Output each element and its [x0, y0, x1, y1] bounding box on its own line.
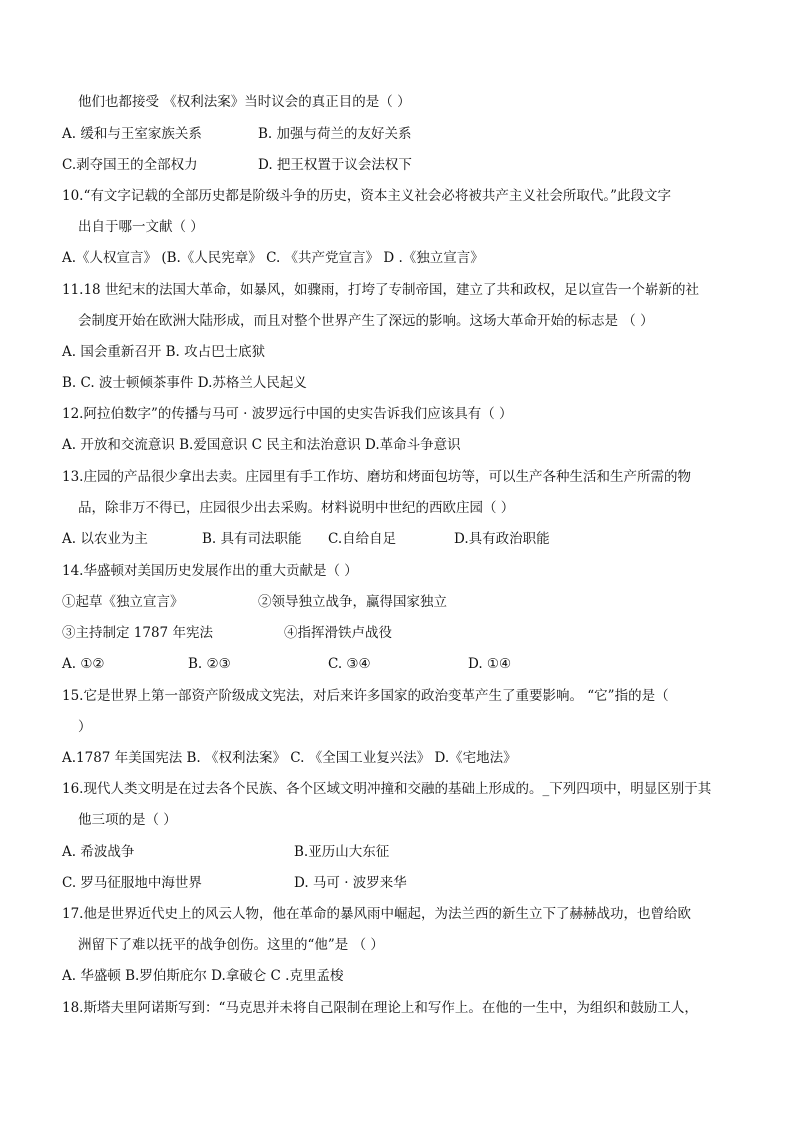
q10-options: A.《人权宣言》 (B.《人民宪章》 C. 《共产党宣言》 D .《独立宣言》 [62, 250, 484, 266]
question-12-stem: 12.阿拉伯数字”的传播与马可 · 波罗远行中国的史实告诉我们应该具有（ ） [62, 406, 513, 422]
q14-item-4: ④指挥滑铁卢战役 [284, 625, 392, 641]
question-17-stem: 17.他是世界近代史上的风云人物，他在革命的暴风雨中崛起，为法兰西的新生立下了赫赫战功，也曾给欧 [62, 906, 691, 922]
question-16-stem: 16.现代人类文明是在过去各个民族、各个区域文明冲撞和交融的基础上形成的。_下列四项中，明显区别于其 [62, 781, 712, 797]
q17-options: A. 华盛顿 B.罗伯斯庇尔 D.拿破仑 C .克里孟梭 [62, 968, 344, 984]
q11-options-cd: B. C. 波士顿倾茶事件 D.苏格兰人民起义 [62, 375, 307, 391]
q15-options: A.1787 年美国宪法 B. 《权利法案》 C. 《全国工业复兴法》 D.《宅地法》 [62, 750, 517, 766]
q14-option-c: C. ③④ [328, 656, 371, 672]
question-13-stem: 13.庄园的产品很少拿出去卖。庄园里有手工作坊、磨坊和烤面包坊等，可以生产各种生活和生产所需的物 [62, 469, 691, 485]
question-15-stem: 15.它是世界上第一部资产阶级成文宪法，对后来许多国家的政治变革产生了重要影响。 “它”指的是（ [62, 688, 669, 704]
q13-option-b: B. 具有司法职能 [202, 531, 302, 547]
question-15-stem-cont: ） [78, 719, 92, 735]
q14-item-1: ①起草《独立宣言》 [62, 594, 184, 610]
question-10-stem: 10.“有文字记载的全部历史都是阶级斗争的历史，资本主义社会必将被共产主义社会所取代。”此段文字 [62, 188, 672, 204]
question-17-stem-cont: 洲留下了难以抚平的战争创伤。这里的“他”是 （ ） [78, 937, 384, 953]
question-11-stem: 11.18 世纪末的法国大革命，如暴风，如骤雨，打垮了专制帝国，建立了共和政权，足以宣告一个崭新的社 [62, 282, 699, 298]
q9-option-b: B. 加强与荷兰的友好关系 [258, 126, 412, 142]
q14-option-b: B. ②③ [188, 656, 231, 672]
q16-option-c: C. 罗马征服地中海世界 [62, 875, 202, 891]
question-16-stem-cont: 他三项的是（ ） [78, 812, 177, 828]
q13-option-c: C.自给自足 [328, 531, 397, 547]
question-9-stem: 他们也都接受 《权利法案》当时议会的真正目的是（ ） [78, 94, 411, 110]
q14-option-d: D. ①④ [468, 656, 512, 672]
question-10-stem-cont: 出自于哪一文献（ ） [78, 219, 204, 235]
q11-options-ab: A. 国会重新召开 B. 攻占巴士底狱 [62, 344, 266, 360]
question-14-stem: 14.华盛顿对美国历史发展作出的重大贡献是（ ） [62, 563, 358, 579]
q14-item-2: ②领导独立战争，赢得国家独立 [258, 594, 447, 610]
q9-option-a: A. 缓和与王室家族关系 [62, 126, 202, 142]
q16-option-b: B.亚历山大东征 [294, 844, 390, 860]
q13-option-d: D.具有政治职能 [454, 531, 550, 547]
q13-option-a: A. 以农业为主 [62, 531, 148, 547]
question-11-stem-cont: 会制度开始在欧洲大陆形成，而且对整个世界产生了深远的影响。这场大革命开始的标志是 （ ） [78, 313, 654, 329]
q14-item-3: ③主持制定 1787 年宪法 [62, 625, 213, 641]
q9-option-c: C.剥夺国王的全部权力 [62, 157, 198, 173]
q12-options: A. 开放和交流意识 B.爱国意识 C 民主和法治意识 D.革命斗争意识 [62, 437, 461, 453]
q9-option-d: D. 把王权置于议会法权下 [258, 157, 412, 173]
q14-option-a: A. ①② [62, 656, 105, 672]
question-18-stem: 18.斯塔夫里阿诺斯写到：“马克思并未将自己限制在理论上和写作上。在他的一生中，为组织和鼓励工人， [62, 1000, 698, 1016]
q16-option-a: A. 希波战争 [62, 844, 135, 860]
question-13-stem-cont: 品，除非万不得已，庄园很少出去采购。材料说明中世纪的西欧庄园（ ） [78, 500, 515, 516]
q16-option-d: D. 马可 · 波罗来华 [294, 875, 407, 891]
